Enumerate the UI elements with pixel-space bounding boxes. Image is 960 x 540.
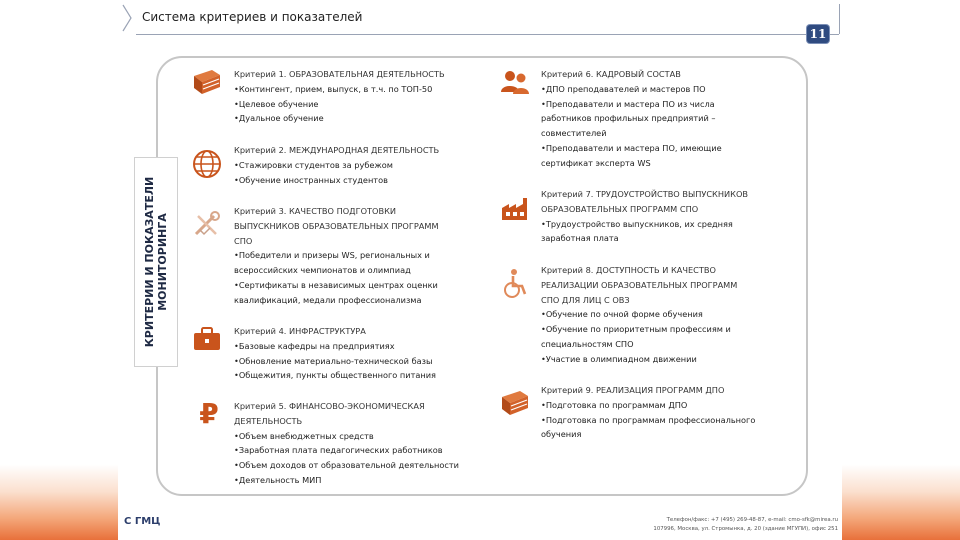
criterion-3-heading: ВЫПУСКНИКОВ ОБРАЗОВАТЕЛЬНЫХ ПРОГРАММ: [234, 220, 439, 231]
criterion-8-heading: Критерий 8. ДОСТУПНОСТЬ И КАЧЕСТВО: [541, 265, 716, 275]
vertical-label-line2: МОНИТОРИНГА: [156, 213, 169, 311]
title-right-border: [839, 4, 840, 34]
wheelchair-icon: [498, 267, 532, 301]
criterion-5-item: •Объем доходов от образовательной деятельности: [234, 460, 460, 471]
criterion-4-item: •Обновление материально-технической базы: [234, 355, 433, 366]
criterion-8-item: •Обучение по очной форме обучения: [541, 309, 703, 320]
criterion-6-item: •Преподаватели и мастера ПО из числа: [541, 98, 715, 109]
footer-contact-line: 107996, Москва, ул. Стромынка, д. 20 (здание МГУПИ), офис 251: [653, 526, 838, 532]
left-gradient-background: [0, 0, 120, 540]
criterion-1-heading: Критерий 1. ОБРАЗОВАТЕЛЬНАЯ ДЕЯТЕЛЬНОСТЬ: [234, 69, 445, 79]
tools-icon: [190, 208, 224, 242]
ruble-icon: ₽: [199, 397, 219, 430]
criterion-4: [234, 324, 436, 383]
criterion-4-item: •Базовые кафедры на предприятиях: [234, 340, 395, 351]
criterion-1-item: •Дуальное обучение: [234, 113, 324, 124]
criterion-4-item: •Общежития, пункты общественного питания: [234, 370, 436, 381]
criterion-6-heading: Критерий 6. КАДРОВЫЙ СОСТАВ: [541, 69, 681, 79]
criterion-8-item: •Участие в олимпиадном движении: [541, 353, 697, 364]
criterion-5-item: •Объем внебюджетных средств: [234, 430, 374, 441]
criterion-7-item: заработная плата: [541, 233, 619, 244]
vertical-section-label: [134, 157, 178, 367]
criterion-5-heading: Критерий 5. ФИНАНСОВО-ЭКОНОМИЧЕСКАЯ: [234, 401, 425, 411]
criterion-6-item: сертификат эксперта WS: [541, 157, 651, 168]
criterion-1: [234, 67, 445, 126]
criterion-2-item: •Обучение иностранных студентов: [234, 174, 388, 185]
criterion-7-item: •Трудоустройство выпускников, их средняя: [541, 218, 733, 229]
criterion-7-heading: ОБРАЗОВАТЕЛЬНЫХ ПРОГРАММ СПО: [541, 203, 699, 214]
title-underline: [136, 34, 839, 35]
criterion-3-heading: СПО: [234, 235, 253, 246]
criterion-8-item: специальностям СПО: [541, 338, 634, 349]
criterion-7: [541, 187, 748, 246]
criterion-1-item: •Контингент, прием, выпуск, в т.ч. по ТОП-50: [234, 83, 433, 94]
criterion-1-item: •Целевое обучение: [234, 98, 319, 109]
criterion-3-item: •Победители и призеры WS, региональных и: [234, 250, 430, 261]
footer-logo: С ГМЦ: [124, 516, 161, 527]
criterion-2-heading: Критерий 2. МЕЖДУНАРОДНАЯ ДЕЯТЕЛЬНОСТЬ: [234, 145, 440, 155]
slide-title: Система критериев и показателей: [142, 10, 363, 24]
vertical-label-line1: КРИТЕРИИ И ПОКАЗАТЕЛИ: [143, 176, 156, 348]
title-chevron-icon: [121, 4, 133, 32]
footer-contact-line: Телефон/факс: +7 (495) 269-48-87, e-mail: cmo-sfk@mirea.ru: [666, 517, 838, 523]
criterion-8-heading: СПО ДЛЯ ЛИЦ С ОВЗ: [541, 294, 630, 305]
page-number-badge: 11: [807, 25, 829, 43]
criterion-8-heading: РЕАЛИЗАЦИИ ОБРАЗОВАТЕЛЬНЫХ ПРОГРАММ: [541, 279, 738, 290]
criterion-9-item: обучения: [541, 429, 582, 440]
book-icon: [498, 387, 532, 421]
right-gradient-background: [840, 0, 960, 540]
criterion-5-item: •Заработная плата педагогических работников: [234, 445, 443, 456]
book-icon: [190, 66, 224, 100]
criterion-6-item: работников профильных предприятий –: [541, 113, 716, 124]
criterion-8-item: •Обучение по приоритетным профессиям и: [541, 324, 731, 335]
criterion-6-item: •ДПО преподавателей и мастеров ПО: [541, 83, 706, 94]
briefcase-icon: [190, 322, 224, 356]
factory-icon: [498, 192, 532, 226]
vertical-label-text: [143, 177, 169, 347]
criterion-5-item: •Деятельность МИП: [234, 474, 322, 485]
criterion-9: [541, 383, 755, 442]
criterion-3-item: •Сертификаты в независимых центрах оценки: [234, 279, 438, 290]
criterion-5: [234, 399, 459, 488]
criterion-5-heading: ДЕЯТЕЛЬНОСТЬ: [234, 415, 303, 426]
criterion-6: [541, 67, 722, 171]
criterion-8: [541, 263, 737, 367]
criterion-3: [234, 204, 439, 308]
criterion-9-item: •Подготовка по программам профессионального: [541, 414, 756, 425]
criterion-2: [234, 143, 439, 187]
criterion-6-item: совместителей: [541, 128, 607, 139]
criterion-3-item: всероссийских чемпионатов и олимпиад: [234, 265, 411, 276]
criterion-6-item: •Преподаватели и мастера ПО, имеющие: [541, 142, 722, 153]
criterion-9-heading: Критерий 9. РЕАЛИЗАЦИЯ ПРОГРАММ ДПО: [541, 385, 725, 395]
footer-contacts: [652, 516, 838, 534]
criterion-3-heading: Критерий 3. КАЧЕСТВО ПОДГОТОВКИ: [234, 206, 397, 216]
criterion-3-item: квалификаций, медали профессионализма: [234, 294, 422, 305]
people-icon: [498, 66, 532, 100]
criterion-7-heading: Критерий 7. ТРУДОУСТРОЙСТВО ВЫПУСКНИКОВ: [541, 189, 749, 199]
globe-icon: [190, 147, 224, 181]
criterion-2-item: •Стажировки студентов за рубежом: [234, 159, 393, 170]
criterion-9-item: •Подготовка по программам ДПО: [541, 399, 688, 410]
criterion-4-heading: Критерий 4. ИНФРАСТРУКТУРА: [234, 326, 366, 336]
